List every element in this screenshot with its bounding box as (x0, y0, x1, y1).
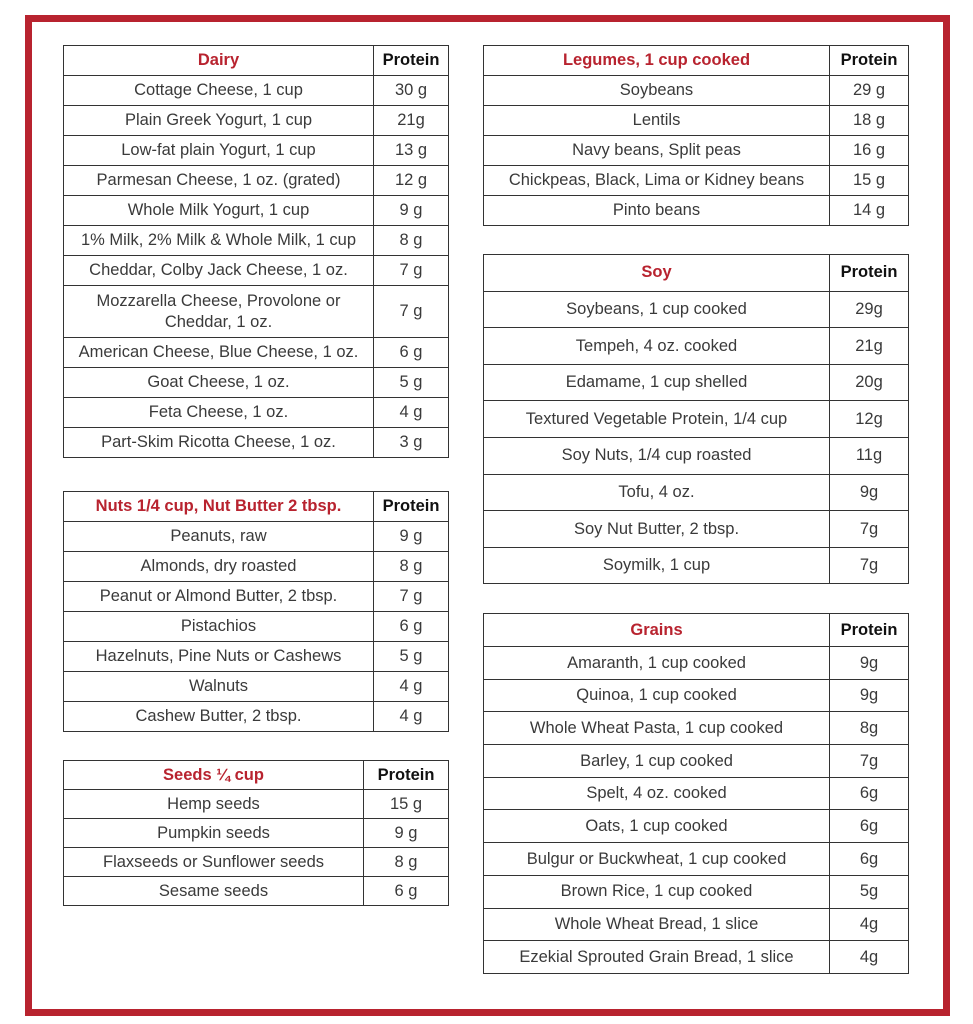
table-row (484, 364, 909, 401)
protein-value-cell: 6g (830, 843, 909, 876)
food-name-cell: Chickpeas, Black, Lima or Kidney beans (484, 166, 830, 196)
food-name-cell: Soy Nut Butter, 2 tbsp. (484, 511, 830, 548)
protein-value-cell: 12g (830, 401, 909, 438)
protein-value-cell: 9g (830, 474, 909, 511)
food-name-cell: Plain Greek Yogurt, 1 cup (64, 106, 374, 136)
food-name-cell: Cashew Butter, 2 tbsp. (64, 702, 374, 732)
protein-value-cell: 15 g (830, 166, 909, 196)
food-name-cell: Peanut or Almond Butter, 2 tbsp. (64, 582, 374, 612)
food-name-cell: Sesame seeds (64, 877, 364, 906)
protein-column-header: Protein (374, 46, 449, 76)
protein-value-cell: 8 g (364, 848, 449, 877)
table-header-row (64, 46, 449, 76)
table-row (484, 511, 909, 548)
food-name-cell: Low-fat plain Yogurt, 1 cup (64, 136, 374, 166)
protein-value-cell: 5 g (374, 368, 449, 398)
food-name-cell: Quinoa, 1 cup cooked (484, 679, 830, 712)
protein-value-cell: 21g (830, 328, 909, 365)
food-name-cell: 1% Milk, 2% Milk & Whole Milk, 1 cup (64, 226, 374, 256)
table-row (64, 848, 449, 877)
food-name-cell: Mozzarella Cheese, Provolone or Cheddar, 1 oz. (64, 286, 374, 338)
table-heading: Nuts 1/4 cup, Nut Butter 2 tbsp. (64, 492, 374, 522)
table-row (64, 702, 449, 732)
table-row (484, 647, 909, 680)
legumes-table (483, 45, 909, 226)
food-name-cell: Hazelnuts, Pine Nuts or Cashews (64, 642, 374, 672)
food-name-cell: Flaxseeds or Sunflower seeds (64, 848, 364, 877)
table-heading: Legumes, 1 cup cooked (484, 46, 830, 76)
food-name-cell: Ezekial Sprouted Grain Bread, 1 slice (484, 941, 830, 974)
food-name-cell: Whole Wheat Pasta, 1 cup cooked (484, 712, 830, 745)
protein-value-cell: 4 g (374, 672, 449, 702)
table-row (484, 106, 909, 136)
table-row (484, 136, 909, 166)
protein-value-cell: 6 g (374, 612, 449, 642)
food-name-cell: Tofu, 4 oz. (484, 474, 830, 511)
protein-value-cell: 6g (830, 777, 909, 810)
food-name-cell: Whole Milk Yogurt, 1 cup (64, 196, 374, 226)
protein-column-header: Protein (830, 614, 909, 647)
soy-table (483, 254, 909, 584)
table-row (484, 328, 909, 365)
table-row (484, 843, 909, 876)
table-row (484, 196, 909, 226)
protein-value-cell: 8 g (374, 552, 449, 582)
protein-value-cell: 20g (830, 364, 909, 401)
food-name-cell: Pinto beans (484, 196, 830, 226)
food-name-cell: Whole Wheat Bread, 1 slice (484, 908, 830, 941)
table-heading: Dairy (64, 46, 374, 76)
protein-value-cell: 4 g (374, 398, 449, 428)
protein-value-cell: 3 g (374, 428, 449, 458)
protein-value-cell: 6 g (374, 338, 449, 368)
protein-value-cell: 7 g (374, 286, 449, 338)
table-header-row (64, 492, 449, 522)
protein-value-cell: 29g (830, 291, 909, 328)
table-row (484, 908, 909, 941)
food-name-cell: Cheddar, Colby Jack Cheese, 1 oz. (64, 256, 374, 286)
table-row (64, 286, 449, 338)
food-name-cell: Cottage Cheese, 1 cup (64, 76, 374, 106)
protein-value-cell: 4 g (374, 702, 449, 732)
protein-value-cell: 5g (830, 875, 909, 908)
protein-value-cell: 9g (830, 679, 909, 712)
protein-value-cell: 9 g (374, 522, 449, 552)
protein-value-cell: 5 g (374, 642, 449, 672)
food-name-cell: Parmesan Cheese, 1 oz. (grated) (64, 166, 374, 196)
table-row (64, 136, 449, 166)
table-row (484, 401, 909, 438)
table-heading: Seeds ¼ cup (64, 761, 364, 790)
table-row (64, 398, 449, 428)
table-row (64, 256, 449, 286)
table-row (64, 196, 449, 226)
food-name-cell: Goat Cheese, 1 oz. (64, 368, 374, 398)
food-name-cell: Amaranth, 1 cup cooked (484, 647, 830, 680)
table-row (484, 437, 909, 474)
protein-value-cell: 14 g (830, 196, 909, 226)
protein-value-cell: 8g (830, 712, 909, 745)
table-heading: Soy (484, 255, 830, 292)
protein-value-cell: 7g (830, 547, 909, 584)
table-row (64, 166, 449, 196)
food-name-cell: American Cheese, Blue Cheese, 1 oz. (64, 338, 374, 368)
table-row (484, 291, 909, 328)
protein-value-cell: 6 g (364, 877, 449, 906)
table-row (484, 777, 909, 810)
table-heading: Grains (484, 614, 830, 647)
table-row (64, 552, 449, 582)
food-name-cell: Soymilk, 1 cup (484, 547, 830, 584)
table-row (64, 368, 449, 398)
food-name-cell: Edamame, 1 cup shelled (484, 364, 830, 401)
table-row (64, 522, 449, 552)
food-name-cell: Tempeh, 4 oz. cooked (484, 328, 830, 365)
table-row (484, 474, 909, 511)
protein-value-cell: 18 g (830, 106, 909, 136)
food-name-cell: Navy beans, Split peas (484, 136, 830, 166)
grains-table (483, 613, 909, 974)
protein-value-cell: 9 g (374, 196, 449, 226)
protein-column-header: Protein (364, 761, 449, 790)
food-name-cell: Hemp seeds (64, 790, 364, 819)
table-row (64, 106, 449, 136)
table-row (64, 642, 449, 672)
seeds-table (63, 760, 449, 906)
table-header-row (484, 614, 909, 647)
protein-value-cell: 7 g (374, 256, 449, 286)
table-row (64, 672, 449, 702)
protein-value-cell: 9g (830, 647, 909, 680)
protein-value-cell: 8 g (374, 226, 449, 256)
food-name-cell: Peanuts, raw (64, 522, 374, 552)
protein-value-cell: 7g (830, 511, 909, 548)
protein-column-header: Protein (374, 492, 449, 522)
protein-column-header: Protein (830, 46, 909, 76)
protein-column-header: Protein (830, 255, 909, 292)
food-name-cell: Soy Nuts, 1/4 cup roasted (484, 437, 830, 474)
food-name-cell: Brown Rice, 1 cup cooked (484, 875, 830, 908)
nuts-table (63, 491, 449, 732)
table-row (64, 226, 449, 256)
table-row (484, 810, 909, 843)
protein-value-cell: 12 g (374, 166, 449, 196)
food-name-cell: Bulgur or Buckwheat, 1 cup cooked (484, 843, 830, 876)
table-row (64, 612, 449, 642)
table-row (484, 941, 909, 974)
table-header-row (64, 761, 449, 790)
food-name-cell: Almonds, dry roasted (64, 552, 374, 582)
food-name-cell: Lentils (484, 106, 830, 136)
table-row (64, 819, 449, 848)
food-name-cell: Barley, 1 cup cooked (484, 745, 830, 778)
protein-value-cell: 21g (374, 106, 449, 136)
protein-value-cell: 7g (830, 745, 909, 778)
table-header-row (484, 46, 909, 76)
table-row (484, 745, 909, 778)
table-row (64, 582, 449, 612)
food-name-cell: Pumpkin seeds (64, 819, 364, 848)
protein-value-cell: 30 g (374, 76, 449, 106)
food-name-cell: Soybeans, 1 cup cooked (484, 291, 830, 328)
food-name-cell: Pistachios (64, 612, 374, 642)
food-name-cell: Walnuts (64, 672, 374, 702)
table-header-row (484, 255, 909, 292)
protein-value-cell: 11g (830, 437, 909, 474)
table-row (484, 875, 909, 908)
protein-value-cell: 29 g (830, 76, 909, 106)
table-row (484, 679, 909, 712)
food-name-cell: Spelt, 4 oz. cooked (484, 777, 830, 810)
food-name-cell: Soybeans (484, 76, 830, 106)
protein-value-cell: 4g (830, 908, 909, 941)
table-row (484, 712, 909, 745)
food-name-cell: Textured Vegetable Protein, 1/4 cup (484, 401, 830, 438)
protein-value-cell: 13 g (374, 136, 449, 166)
table-row (64, 76, 449, 106)
table-row (64, 877, 449, 906)
protein-value-cell: 9 g (364, 819, 449, 848)
food-name-cell: Oats, 1 cup cooked (484, 810, 830, 843)
protein-value-cell: 15 g (364, 790, 449, 819)
table-row (484, 166, 909, 196)
table-row (64, 338, 449, 368)
table-row (484, 76, 909, 106)
protein-value-cell: 7 g (374, 582, 449, 612)
dairy-table (63, 45, 449, 458)
food-name-cell: Feta Cheese, 1 oz. (64, 398, 374, 428)
table-row (64, 428, 449, 458)
protein-value-cell: 6g (830, 810, 909, 843)
table-row (484, 547, 909, 584)
table-row (64, 790, 449, 819)
protein-value-cell: 16 g (830, 136, 909, 166)
food-name-cell: Part-Skim Ricotta Cheese, 1 oz. (64, 428, 374, 458)
protein-value-cell: 4g (830, 941, 909, 974)
